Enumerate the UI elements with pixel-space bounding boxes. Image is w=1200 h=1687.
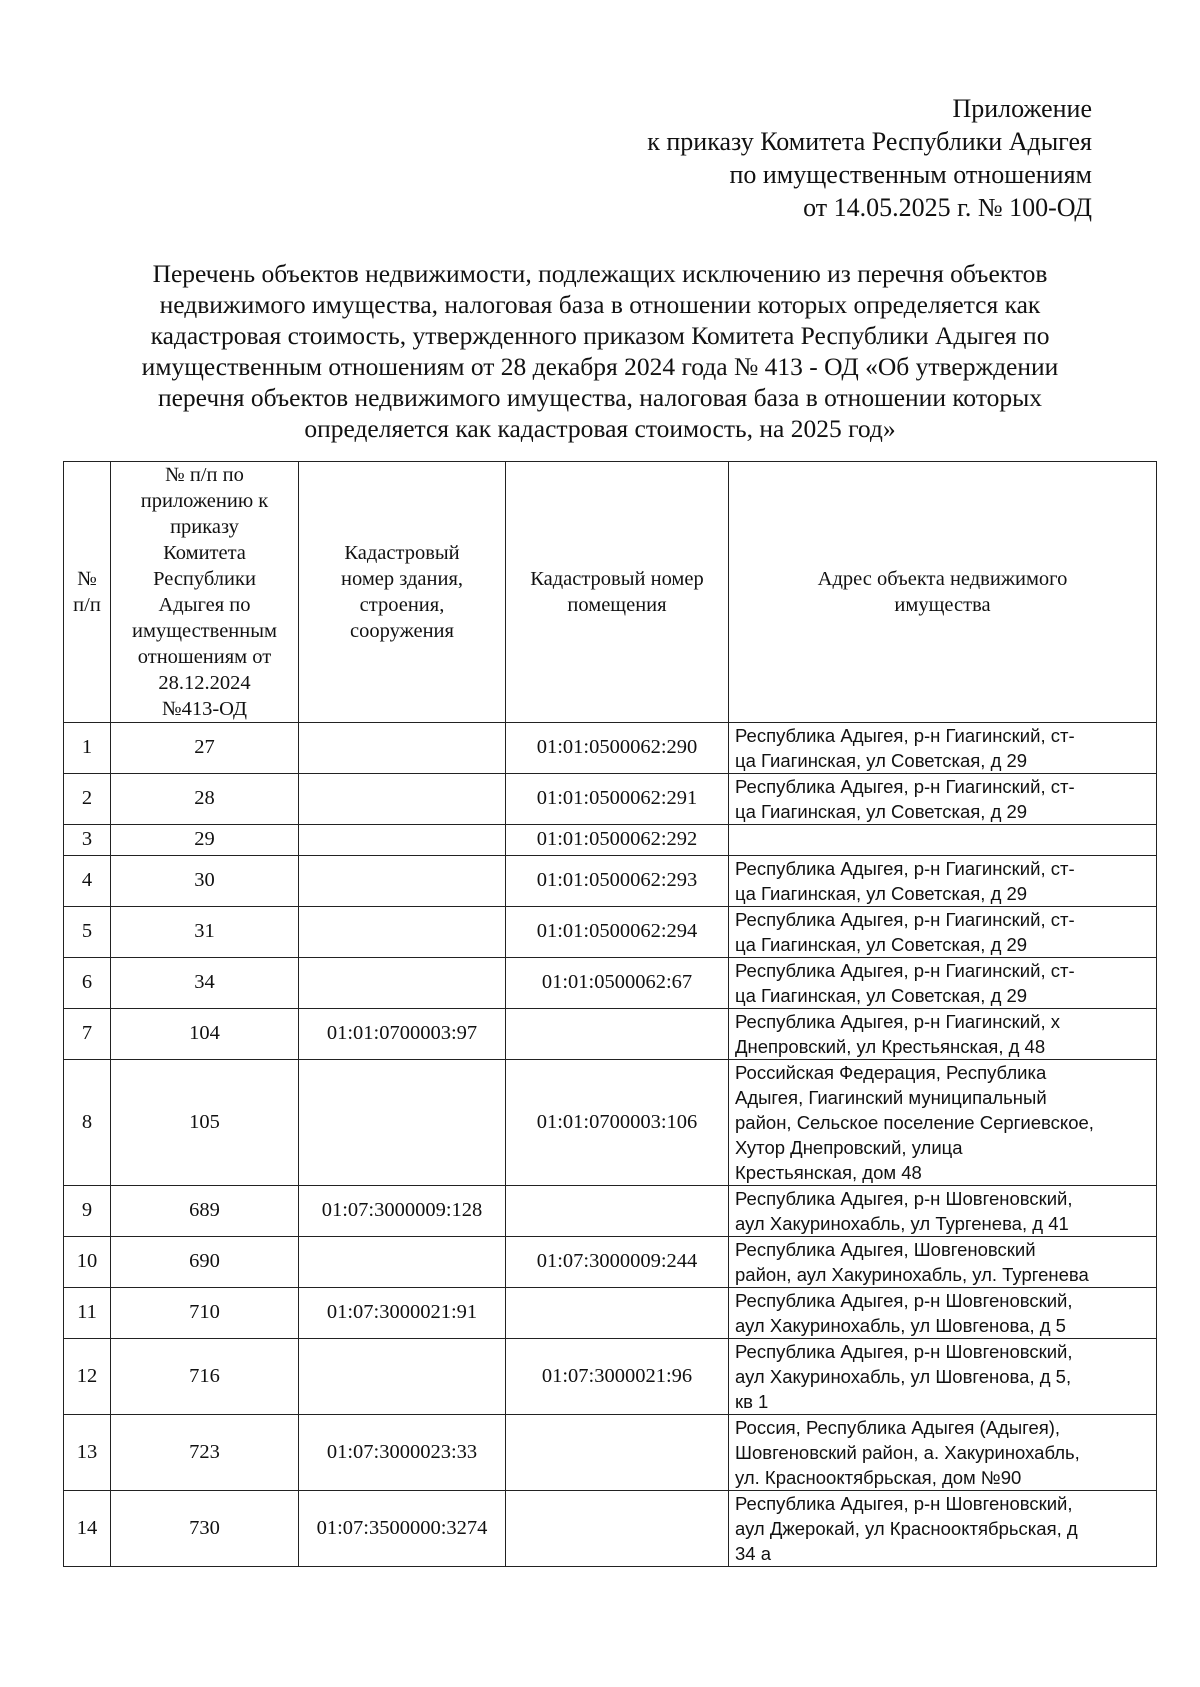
address-line: ца Гиагинская, ул Советская, д 29 [735, 934, 1028, 955]
object-address [729, 1009, 1157, 1060]
address-line: Республика Адыгея, р-н Шовгеновский, [735, 1290, 1073, 1311]
appendix-number: 690 [111, 1237, 299, 1288]
row-number: 3 [64, 825, 111, 856]
header-line: помещения [567, 594, 667, 616]
header-line: Республики [153, 568, 256, 590]
table-row [64, 723, 1157, 774]
address-line: Российская Федерация, Республика [735, 1062, 1047, 1083]
header-num [64, 462, 111, 723]
header-address [729, 462, 1157, 723]
header-line: отношениям от [137, 646, 272, 668]
appendix-number: 28 [111, 774, 299, 825]
header-line: имущества [894, 594, 991, 616]
row-number: 1 [64, 723, 111, 774]
appendix-number: 105 [111, 1060, 299, 1186]
building-cadastral-number [299, 774, 506, 825]
row-number: 4 [64, 856, 111, 907]
building-cadastral-number [299, 723, 506, 774]
table-row [64, 1060, 1157, 1186]
address-line: аул Хакуринохабль, ул Тургенева, д 41 [735, 1213, 1069, 1234]
appendix-number: 716 [111, 1339, 299, 1415]
header-line: сооружения [350, 620, 454, 642]
title-line: Перечень объектов недвижимости, подлежащих исключению из перечня объектов [152, 259, 1048, 288]
header-line: Кадастровый номер [530, 568, 704, 590]
appendix-line: по имущественным отношениям [729, 160, 1092, 189]
address-line: Хутор Днепровский, улица [735, 1137, 963, 1158]
building-cadastral-number: 01:07:3500000:3274 [299, 1491, 506, 1567]
appendix-number: 710 [111, 1288, 299, 1339]
address-line: Республика Адыгея, р-н Шовгеновский, [735, 1493, 1073, 1514]
room-cadastral-number: 01:01:0500062:291 [506, 774, 729, 825]
address-line: ца Гиагинская, ул Советская, д 29 [735, 985, 1028, 1006]
table-row [64, 1288, 1157, 1339]
table-body [64, 723, 1157, 1567]
room-cadastral-number: 01:01:0500062:294 [506, 907, 729, 958]
table-row [64, 1339, 1157, 1415]
room-cadastral-number: 01:01:0500062:293 [506, 856, 729, 907]
object-address [729, 1288, 1157, 1339]
title-line: имущественным отношениям от 28 декабря 2024 года № 413 - ОД «Об утверждении [141, 352, 1059, 381]
title-line: определяется как кадастровая стоимость, на 2025 год» [304, 414, 896, 443]
building-cadastral-number [299, 825, 506, 856]
building-cadastral-number: 01:07:3000023:33 [299, 1415, 506, 1491]
row-number: 6 [64, 958, 111, 1009]
object-address [729, 958, 1157, 1009]
header-appendix-num [111, 462, 299, 723]
header-room-cadastral [506, 462, 729, 723]
address-line: Республика Адыгея, р-н Гиагинский, ст- [735, 960, 1075, 981]
table-row [64, 1237, 1157, 1288]
building-cadastral-number: 01:07:3000021:91 [299, 1288, 506, 1339]
appendix-header [647, 92, 1092, 224]
appendix-line: Приложение [952, 94, 1092, 123]
table-row [64, 774, 1157, 825]
appendix-line: от 14.05.2025 г. № 100-ОД [803, 193, 1092, 222]
room-cadastral-number: 01:07:3000009:244 [506, 1237, 729, 1288]
building-cadastral-number: 01:01:0700003:97 [299, 1009, 506, 1060]
header-line: Адрес объекта недвижимого [817, 568, 1068, 590]
address-line: аул Джерокай, ул Краснооктябрьская, д [735, 1518, 1078, 1539]
table-row [64, 1491, 1157, 1567]
table-row [64, 1415, 1157, 1491]
address-line: Крестьянская, дом 48 [735, 1162, 922, 1183]
row-number: 7 [64, 1009, 111, 1060]
object-address [729, 1060, 1157, 1186]
address-line: Республика Адыгея, Шовгеновский [735, 1239, 1036, 1260]
header-line: Комитета [163, 542, 246, 564]
address-line: Республика Адыгея, р-н Гиагинский, х [735, 1011, 1060, 1032]
building-cadastral-number [299, 1237, 506, 1288]
building-cadastral-number [299, 1060, 506, 1186]
address-line: кв 1 [735, 1391, 769, 1412]
document-title [60, 258, 1140, 444]
header-line: №413-ОД [162, 698, 247, 720]
row-number: 13 [64, 1415, 111, 1491]
address-line: аул Хакуринохабль, ул Шовгенова, д 5 [735, 1315, 1066, 1336]
appendix-number: 29 [111, 825, 299, 856]
appendix-number: 723 [111, 1415, 299, 1491]
building-cadastral-number [299, 856, 506, 907]
address-line: Республика Адыгея, р-н Шовгеновский, [735, 1188, 1073, 1209]
header-line: приложению к [140, 490, 269, 512]
objects-table [63, 461, 1157, 1567]
header-line: приказу [170, 516, 239, 538]
header-building-cadastral [299, 462, 506, 723]
room-cadastral-number [506, 1415, 729, 1491]
address-line: Адыгея, Гиагинский муниципальный [735, 1087, 1047, 1108]
appendix-line: к приказу Комитета Республики Адыгея [647, 127, 1092, 156]
address-line: ул. Краснооктябрьская, дом №90 [735, 1467, 1022, 1488]
header-line: имущественным [132, 620, 277, 642]
header-line: строения, [359, 594, 445, 616]
address-line: Днепровский, ул Крестьянская, д 48 [735, 1036, 1046, 1057]
header-line: Адыгея по [158, 594, 251, 616]
address-line: Республика Адыгея, р-н Гиагинский, ст- [735, 776, 1075, 797]
room-cadastral-number: 01:01:0700003:106 [506, 1060, 729, 1186]
table-row [64, 907, 1157, 958]
table-header-row [64, 462, 1157, 723]
object-address [729, 1186, 1157, 1237]
row-number: 9 [64, 1186, 111, 1237]
object-address [729, 723, 1157, 774]
appendix-number: 30 [111, 856, 299, 907]
header-line: № п/п по [165, 464, 244, 486]
appendix-number: 31 [111, 907, 299, 958]
appendix-number: 104 [111, 1009, 299, 1060]
room-cadastral-number: 01:01:0500062:290 [506, 723, 729, 774]
object-address [729, 856, 1157, 907]
header-line: Кадастровый [344, 542, 460, 564]
address-line: район, аул Хакуринохабль, ул. Тургенева [735, 1264, 1089, 1285]
building-cadastral-number [299, 958, 506, 1009]
table-row [64, 958, 1157, 1009]
table-row [64, 856, 1157, 907]
address-line: Республика Адыгея, р-н Гиагинский, ст- [735, 858, 1075, 879]
row-number: 5 [64, 907, 111, 958]
address-line: ца Гиагинская, ул Советская, д 29 [735, 883, 1028, 904]
title-line: кадастровая стоимость, утвержденного приказом Комитета Республики Адыгея по [150, 321, 1050, 350]
address-line: Республика Адыгея, р-н Гиагинский, ст- [735, 909, 1075, 930]
table-row [64, 1186, 1157, 1237]
appendix-number: 34 [111, 958, 299, 1009]
object-address [729, 1491, 1157, 1567]
appendix-number: 689 [111, 1186, 299, 1237]
address-line: аул Хакуринохабль, ул Шовгенова, д 5, [735, 1366, 1072, 1387]
room-cadastral-number: 01:07:3000021:96 [506, 1339, 729, 1415]
room-cadastral-number [506, 1288, 729, 1339]
table-row [64, 825, 1157, 856]
room-cadastral-number [506, 1186, 729, 1237]
object-address [729, 1339, 1157, 1415]
address-line: район, Сельское поселение Сергиевское, [735, 1112, 1094, 1133]
room-cadastral-number: 01:01:0500062:67 [506, 958, 729, 1009]
row-number: 11 [64, 1288, 111, 1339]
row-number: 10 [64, 1237, 111, 1288]
header-line: № [77, 568, 97, 590]
row-number: 14 [64, 1491, 111, 1567]
row-number: 2 [64, 774, 111, 825]
address-line: Россия, Республика Адыгея (Адыгея), [735, 1417, 1061, 1438]
building-cadastral-number [299, 1339, 506, 1415]
address-line: Республика Адыгея, р-н Шовгеновский, [735, 1341, 1073, 1362]
room-cadastral-number [506, 1491, 729, 1567]
header-line: 28.12.2024 [158, 672, 251, 694]
object-address [729, 1415, 1157, 1491]
header-line: номер здания, [340, 568, 464, 590]
table-row [64, 1009, 1157, 1060]
room-cadastral-number: 01:01:0500062:292 [506, 825, 729, 856]
address-line: 34 а [735, 1543, 772, 1564]
building-cadastral-number [299, 907, 506, 958]
row-number: 8 [64, 1060, 111, 1186]
room-cadastral-number [506, 1009, 729, 1060]
header-line: п/п [73, 594, 101, 616]
address-line: ца Гиагинская, ул Советская, д 29 [735, 801, 1028, 822]
address-line: ца Гиагинская, ул Советская, д 29 [735, 750, 1028, 771]
address-line: Шовгеновский район, а. Хакуринохабль, [735, 1442, 1080, 1463]
object-address [729, 1237, 1157, 1288]
building-cadastral-number: 01:07:3000009:128 [299, 1186, 506, 1237]
address-line: Республика Адыгея, р-н Гиагинский, ст- [735, 725, 1075, 746]
title-line: недвижимого имущества, налоговая база в отношении которых определяется как [159, 290, 1041, 319]
title-line: перечня объектов недвижимого имущества, налоговая база в отношении которых [157, 383, 1043, 412]
row-number: 12 [64, 1339, 111, 1415]
object-address [729, 907, 1157, 958]
object-address [729, 774, 1157, 825]
object-address [729, 825, 1157, 856]
appendix-number: 27 [111, 723, 299, 774]
appendix-number: 730 [111, 1491, 299, 1567]
